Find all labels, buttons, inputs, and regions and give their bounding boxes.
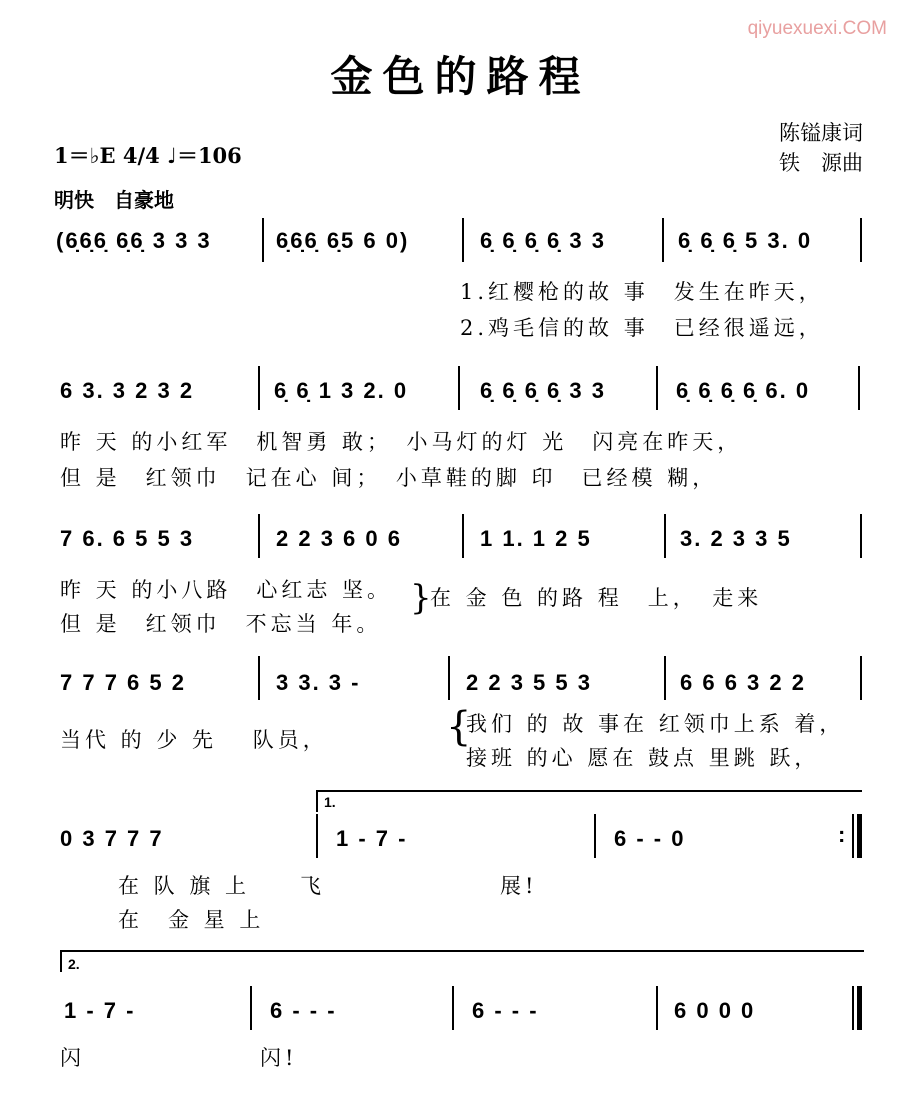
lyric-line: 闪 闪! bbox=[60, 1046, 298, 1070]
lyric-line: 在 金 色 的路 程 上， 走来 bbox=[430, 586, 763, 610]
lyric-line: 在 金 星 上 bbox=[118, 908, 265, 932]
measure: 6̣ 6̣ 6̣ 6̣ 6. 0 bbox=[676, 378, 811, 403]
lyric-line: 我们 的 故 事在 红领巾上系 着， bbox=[466, 712, 845, 736]
measure: 6 - - - bbox=[472, 998, 539, 1023]
key-signature: 1＝♭E 4/4 ♩＝106 bbox=[54, 143, 242, 168]
watermark: qiyuexuexi.COM bbox=[747, 18, 887, 39]
measure: 2 2 3 5 5 3 bbox=[466, 670, 592, 695]
composer-credit: 铁 源曲 bbox=[779, 151, 863, 175]
lyric-line: 1.红樱枪的故 事 发生在昨天， bbox=[460, 280, 824, 304]
measure: 6̣ 6̣ 1 3 2. 0 bbox=[274, 378, 409, 403]
measure: 1 - 7 - bbox=[64, 998, 136, 1023]
brace: { bbox=[446, 704, 472, 750]
credits bbox=[779, 118, 863, 178]
measure: 6̣ 6̣ 6̣ 6̣ 3 3 bbox=[480, 378, 606, 403]
measure: 6 0 0 0 bbox=[674, 998, 756, 1023]
measure: 6̣6̣6̣ 6̣5 6 0) bbox=[276, 228, 410, 253]
measure: 6 6 6 3 2 2 bbox=[680, 670, 806, 695]
measure: 2 2 3 6 0 6 bbox=[276, 526, 402, 551]
measure: 7 6. 6 5 5 3 bbox=[60, 526, 195, 551]
lyric-line: 但 是 红领巾 不忘当 年。 bbox=[60, 612, 382, 636]
lyric-line: 当代 的 少 先 队员， bbox=[60, 728, 328, 752]
measure: 3. 2 3 3 5 bbox=[680, 526, 792, 551]
lyric-line: 昨 天 的小八路 心红志 坚。 bbox=[60, 578, 393, 602]
measure: 6 - - 0 bbox=[614, 826, 686, 851]
first-ending-bracket: 1. bbox=[316, 790, 862, 812]
lyricist-credit: 陈镒康词 bbox=[779, 121, 863, 145]
brace: } bbox=[410, 578, 432, 618]
measure: 1 1. 1 2 5 bbox=[480, 526, 592, 551]
lyric-line: 接班 的心 愿在 鼓点 里跳 跃， bbox=[466, 746, 820, 770]
measure: 3 3. 3 - bbox=[276, 670, 361, 695]
measure: 7 7 7 6 5 2 bbox=[60, 670, 186, 695]
measure: 6 3. 3 2 3 2 bbox=[60, 378, 195, 403]
tempo-marking: 明快 自豪地 bbox=[54, 188, 174, 212]
lyric-line: 2.鸡毛信的故 事 已经很遥远， bbox=[460, 316, 824, 340]
second-ending-bracket: 2. bbox=[60, 950, 864, 972]
measure: 6 - - - bbox=[270, 998, 337, 1023]
measure: 0 3 7 7 7 bbox=[60, 826, 164, 851]
repeat-sign: : bbox=[838, 822, 848, 847]
measure: 1 - 7 - bbox=[336, 826, 408, 851]
lyric-line: 但 是 红领巾 记在心 间； 小草鞋的脚 印 已经模 糊， bbox=[60, 466, 718, 490]
measure: (6̣6̣6̣ 6̣6̣ 3 3 3 bbox=[56, 228, 212, 253]
song-title: 金色的路程 bbox=[330, 52, 591, 101]
measure: 6̣ 6̣ 6̣ 6̣ 3 3 bbox=[480, 228, 606, 253]
lyric-line: 昨 天 的小红军 机智勇 敢； 小马灯的灯 光 闪亮在昨天， bbox=[60, 430, 743, 454]
lyric-line: 在 队 旗 上 飞 展! bbox=[118, 874, 538, 898]
measure: 6̣ 6̣ 6̣ 5 3. 0 bbox=[678, 228, 813, 253]
